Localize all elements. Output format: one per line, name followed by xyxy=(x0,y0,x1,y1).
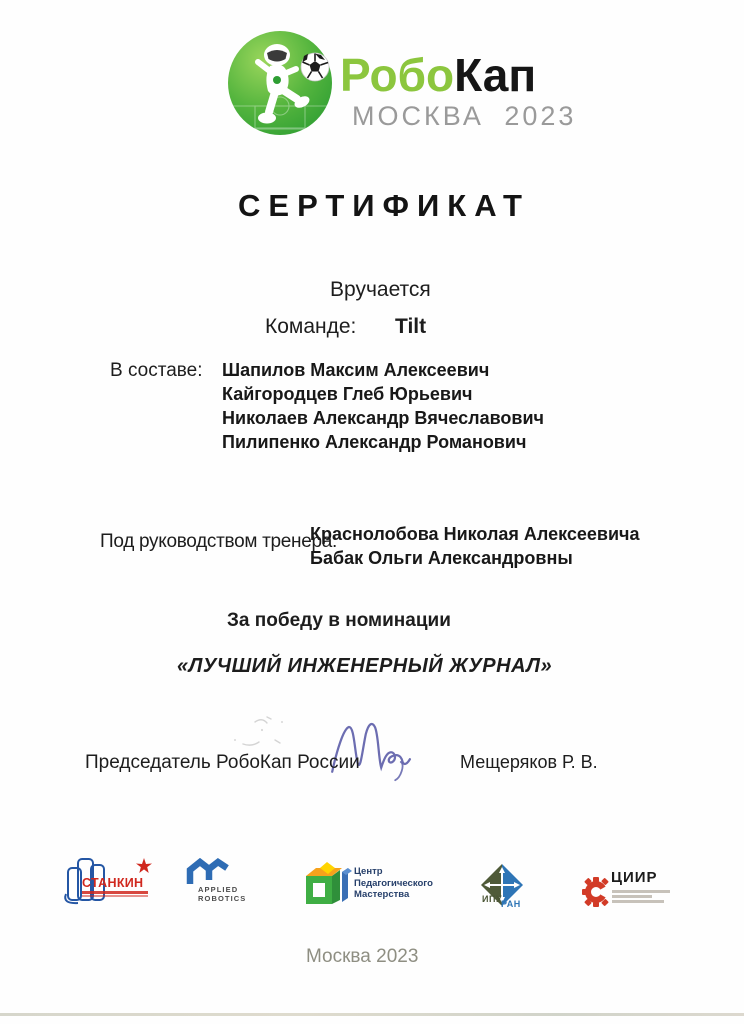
partner-logo-ipu-ran xyxy=(474,860,532,912)
ciir-gear-icon xyxy=(582,871,612,913)
member-name: Кайгородцев Глеб Юрьевич xyxy=(222,384,473,404)
presented-line: Вручается xyxy=(330,278,431,301)
stankin-microtext-bar xyxy=(82,895,148,897)
brand-part-robo: Робо xyxy=(340,49,455,101)
certificate-title: СЕРТИФИКАТ xyxy=(238,188,530,223)
star-icon xyxy=(136,858,152,873)
ciir-microtext-bar xyxy=(612,890,670,893)
coach-list xyxy=(310,522,640,570)
award-intro: За победу в номинации xyxy=(227,610,451,631)
partner-logo-applied-robotics xyxy=(183,858,255,906)
member-name: Пилипенко Александр Романович xyxy=(222,432,527,452)
signer-name: Мещеряков Р. В. xyxy=(460,752,598,772)
coach-name: Бабак Ольги Александровны xyxy=(310,548,573,568)
stankin-label: СТАНКИН xyxy=(82,876,144,890)
members-list xyxy=(222,358,544,454)
ciir-microtext-bar xyxy=(612,900,664,903)
coach-name: Краснолобова Николая Алексеевича xyxy=(310,524,640,544)
partner-logo-stankin xyxy=(55,852,173,912)
nomination-title: «ЛУЧШИЙ ИНЖЕНЕРНЫЙ ЖУРНАЛ» xyxy=(177,655,553,677)
robot-soccer-icon xyxy=(227,30,333,136)
team-name: Tilt xyxy=(395,315,427,338)
stankin-microtext-bar xyxy=(82,891,148,894)
brand-subtitle: МОСКВА 2023 xyxy=(352,101,577,131)
brand-wordmark xyxy=(340,50,536,100)
robokap-robot-logo-icon xyxy=(227,30,333,136)
ipu-label: ИПУ xyxy=(482,894,503,904)
team-label: Команде: xyxy=(265,315,357,338)
member-name: Шапилов Максим Алексеевич xyxy=(222,360,490,380)
coach-label: Под руководством тренера: xyxy=(100,531,338,552)
partner-logo-cpm xyxy=(300,860,432,910)
member-name: Николаев Александр Вячеславович xyxy=(222,408,545,428)
applied-robotics-label: APPLIED ROBOTICS xyxy=(198,885,247,903)
cpm-cubes-icon xyxy=(300,860,352,908)
members-label: В составе: xyxy=(110,360,203,381)
scan-edge-line xyxy=(0,1013,744,1016)
brand-part-cup: Кап xyxy=(454,49,537,101)
signer-role: Председатель РобоКап России xyxy=(85,752,360,773)
partner-logo-ciir xyxy=(580,868,706,914)
footer-city-year: Москва 2023 xyxy=(306,946,419,967)
cpm-label: Центр Педагогического Мастерства xyxy=(354,866,433,900)
ciir-microtext-bar xyxy=(612,895,652,898)
applied-robotics-icon xyxy=(185,858,231,884)
ran-label: РАН xyxy=(501,899,521,909)
soccer-ball xyxy=(301,53,329,81)
ciir-label: ЦИИР xyxy=(611,869,658,886)
